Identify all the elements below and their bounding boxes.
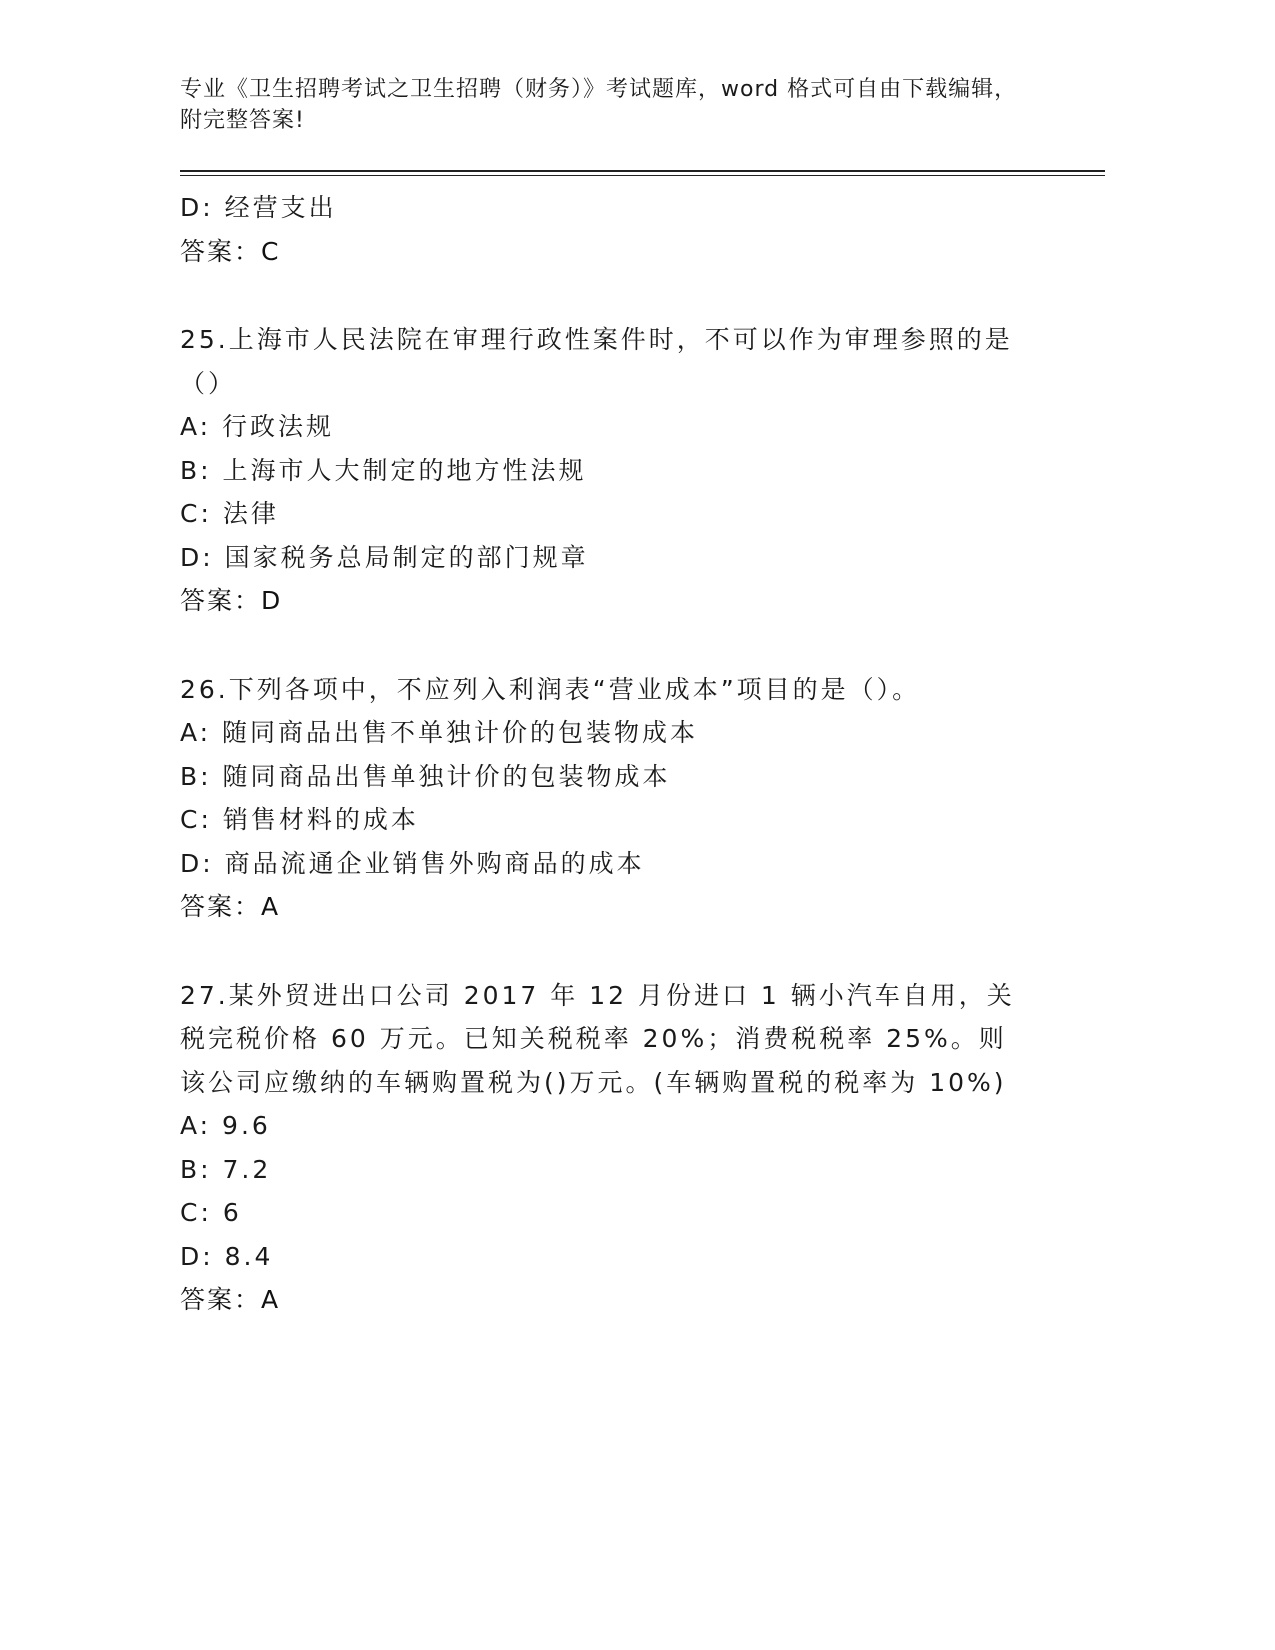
option-b: B: 上海市人大制定的地方性法规 bbox=[180, 455, 587, 485]
header-divider-thick bbox=[180, 170, 1105, 172]
option-c: C: 6 bbox=[180, 1198, 242, 1227]
answer-line: 答案：A bbox=[180, 892, 281, 921]
header-text: 专业《卫生招聘考试之卫生招聘（财务）》考试题库，word 格式可自由下载编辑，附完整答案! bbox=[180, 77, 1018, 133]
option-d: D: 经营支出 bbox=[180, 193, 337, 222]
document-header bbox=[180, 74, 1040, 136]
answer-line: 答案：C bbox=[180, 236, 281, 266]
prev-question-tail bbox=[180, 186, 1040, 273]
option-a: A: 行政法规 bbox=[180, 412, 335, 441]
option-c: C: 销售材料的成本 bbox=[180, 805, 419, 834]
question-27 bbox=[180, 974, 1040, 1322]
spacer bbox=[180, 929, 1040, 974]
option-d: D: 8.4 bbox=[180, 1241, 274, 1271]
answer-line: 答案：D bbox=[180, 586, 283, 615]
option-b: B: 7.2 bbox=[180, 1154, 272, 1184]
option-d: D: 国家税务总局制定的部门规章 bbox=[180, 542, 589, 572]
option-c: C: 法律 bbox=[180, 499, 279, 528]
option-a: A: 9.6 bbox=[180, 1111, 271, 1140]
question-25 bbox=[180, 318, 1040, 623]
question-stem: 25.上海市人民法院在审理行政性案件时，不可以作为审理参照的是（） bbox=[180, 325, 1013, 398]
question-26 bbox=[180, 668, 1040, 929]
spacer bbox=[180, 623, 1040, 668]
question-stem: 27.某外贸进出口公司 2017 年 12 月份进口 1 辆小汽车自用，关税完税价格 60 万元。已知关税税率 20%；消费税税率 25%。则该公司应缴纳的车辆购置税为()万元。(车辆购置税的税率为 10%) bbox=[180, 980, 1015, 1097]
option-d: D: 商品流通企业销售外购商品的成本 bbox=[180, 848, 645, 878]
option-a: A: 随同商品出售不单独计价的包装物成本 bbox=[180, 718, 699, 747]
option-b: B: 随同商品出售单独计价的包装物成本 bbox=[180, 761, 671, 791]
spacer bbox=[180, 273, 1040, 318]
header-divider-thin bbox=[180, 175, 1105, 176]
question-stem: 26.下列各项中，不应列入利润表“营业成本”项目的是（）。 bbox=[180, 674, 921, 704]
answer-line: 答案：A bbox=[180, 1285, 281, 1314]
question-list bbox=[180, 186, 1040, 1322]
